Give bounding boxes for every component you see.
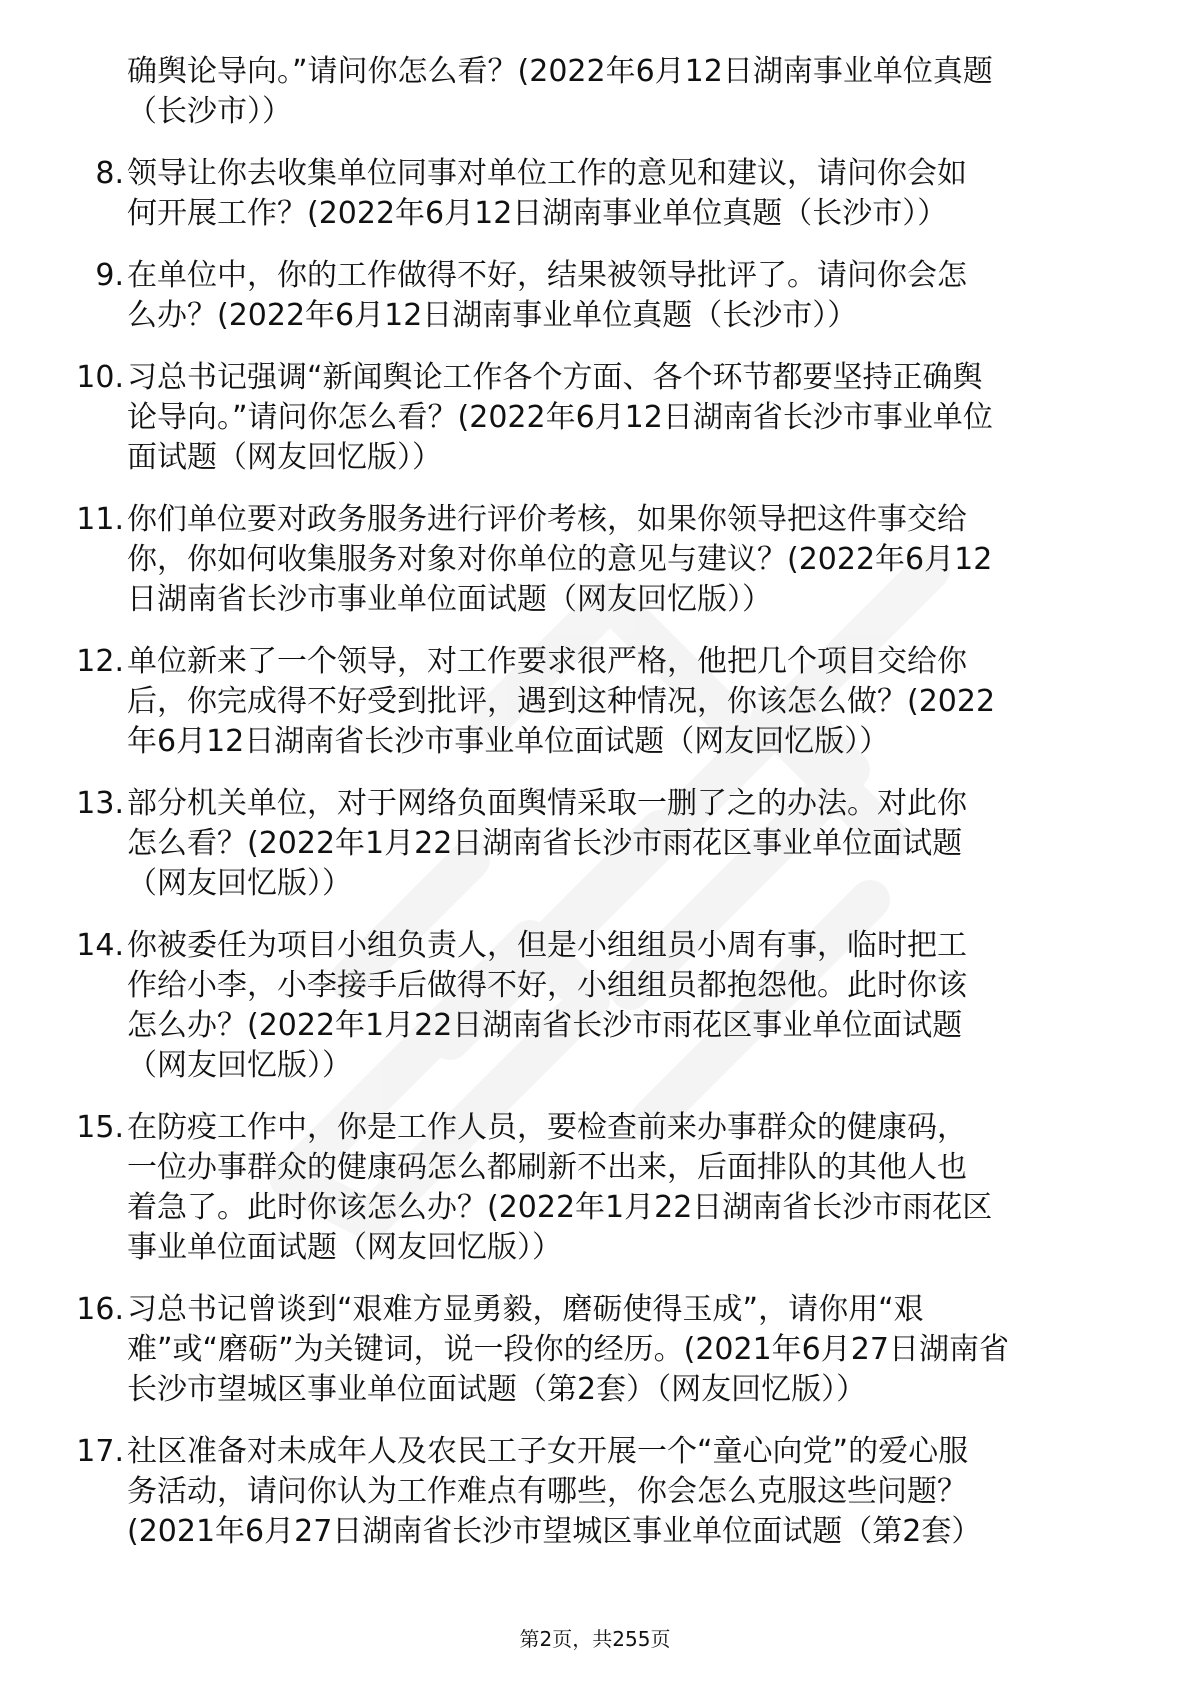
question-text [127,1290,1157,1410]
question-text [127,500,1157,620]
question-text-line: （网友回忆版）） [127,1048,352,1083]
question-text-line: 习总书记强调“新闻舆论工作各个方面、各个环节都要坚持正确舆 [127,360,983,395]
question-text-line: 难”或“磨砺”为关键词，说一段你的经历。(2021年6月27日湖南省 [127,1332,1009,1367]
question-item [0,256,1190,336]
question-number: 17. [76,1434,124,1469]
question-text-line: 么办？(2022年6月12日湖南事业单位真题（长沙市）） [127,298,858,333]
question-item [0,154,1190,234]
question-text [127,642,1157,762]
question-text-line: （长沙市）） [127,94,292,129]
question-text-line: （网友回忆版）） [127,866,352,901]
question-text-line: 怎么看？(2022年1月22日湖南省长沙市雨花区事业单位面试题 [127,826,963,861]
question-text-line: 部分机关单位，对于网络负面舆情采取一删了之的办法。对此你 [127,786,967,821]
question-item [0,500,1190,620]
question-item [0,784,1190,904]
question-item [0,1290,1190,1410]
question-text-line: 事业单位面试题（网友回忆版）） [127,1230,562,1265]
question-item [0,358,1190,478]
question-text-line: (2021年6月27日湖南省长沙市望城区事业单位面试题（第2套） [127,1514,982,1549]
question-text [127,256,1157,336]
question-list [0,52,1190,1574]
question-text-line: 社区准备对未成年人及农民工子女开展一个“童心向党”的爱心服 [127,1434,969,1469]
question-text-line: 在单位中，你的工作做得不好，结果被领导批评了。请问你会怎 [127,258,967,293]
question-number: 11. [76,502,124,537]
question-number: 9. [95,258,124,293]
question-text [127,358,1157,478]
question-item [0,52,1190,132]
question-text-line: 论导向。”请问你怎么看？(2022年6月12日湖南省长沙市事业单位 [127,400,993,435]
question-number: 10. [76,360,124,395]
question-text-line: 怎么办？(2022年1月22日湖南省长沙市雨花区事业单位面试题 [127,1008,963,1043]
question-text-line: 长沙市望城区事业单位面试题（第2套）（网友回忆版）） [127,1372,867,1407]
question-text [127,154,1157,234]
question-text [127,1108,1157,1268]
question-text-line: 在防疫工作中，你是工作人员，要检查前来办事群众的健康码， [127,1110,967,1145]
question-text-line: 习总书记曾谈到“艰难方显勇毅，磨砺使得玉成”，请你用“艰 [127,1292,924,1327]
question-number: 16. [76,1292,124,1327]
question-text-line: 单位新来了一个领导，对工作要求很严格，他把几个项目交给你 [127,644,967,679]
question-text-line: 你被委任为项目小组负责人，但是小组组员小周有事，临时把工 [127,928,967,963]
question-text-line: 你，你如何收集服务对象对你单位的意见与建议？(2022年6月12 [127,542,993,577]
question-text [127,1432,1157,1552]
question-text-line: 务活动，请问你认为工作难点有哪些，你会怎么克服这些问题？ [127,1474,967,1509]
question-text-line: 作给小李，小李接手后做得不好，小组组员都抱怨他。此时你该 [127,968,967,1003]
question-item [0,926,1190,1086]
question-text-line: 一位办事群众的健康码怎么都刷新不出来，后面排队的其他人也 [127,1150,967,1185]
question-text [127,52,1157,132]
question-item [0,1432,1190,1552]
question-text-line: 确舆论导向。”请问你怎么看？(2022年6月12日湖南事业单位真题 [127,54,993,89]
question-item [0,642,1190,762]
question-text-line: 领导让你去收集单位同事对单位工作的意见和建议，请问你会如 [127,156,967,191]
question-number: 14. [76,928,124,963]
question-number: 8. [95,156,124,191]
question-text-line: 日湖南省长沙市事业单位面试题（网友回忆版）） [127,582,772,617]
question-item [0,1108,1190,1268]
question-text [127,784,1157,904]
question-number: 12. [76,644,124,679]
question-text-line: 后，你完成得不好受到批评，遇到这种情况，你该怎么做？(2022 [127,684,996,719]
question-number: 15. [76,1110,124,1145]
question-text-line: 着急了。此时你该怎么办？(2022年1月22日湖南省长沙市雨花区 [127,1190,993,1225]
question-text-line: 你们单位要对政务服务进行评价考核，如果你领导把这件事交给 [127,502,967,537]
question-text-line: 面试题（网友回忆版）） [127,440,442,475]
question-text [127,926,1157,1086]
question-number: 13. [76,786,124,821]
question-text-line: 何开展工作？(2022年6月12日湖南事业单位真题（长沙市）） [127,196,948,231]
page-number: 第2页，共255页 [519,1627,671,1651]
question-text-line: 年6月12日湖南省长沙市事业单位面试题（网友回忆版）） [127,724,890,759]
